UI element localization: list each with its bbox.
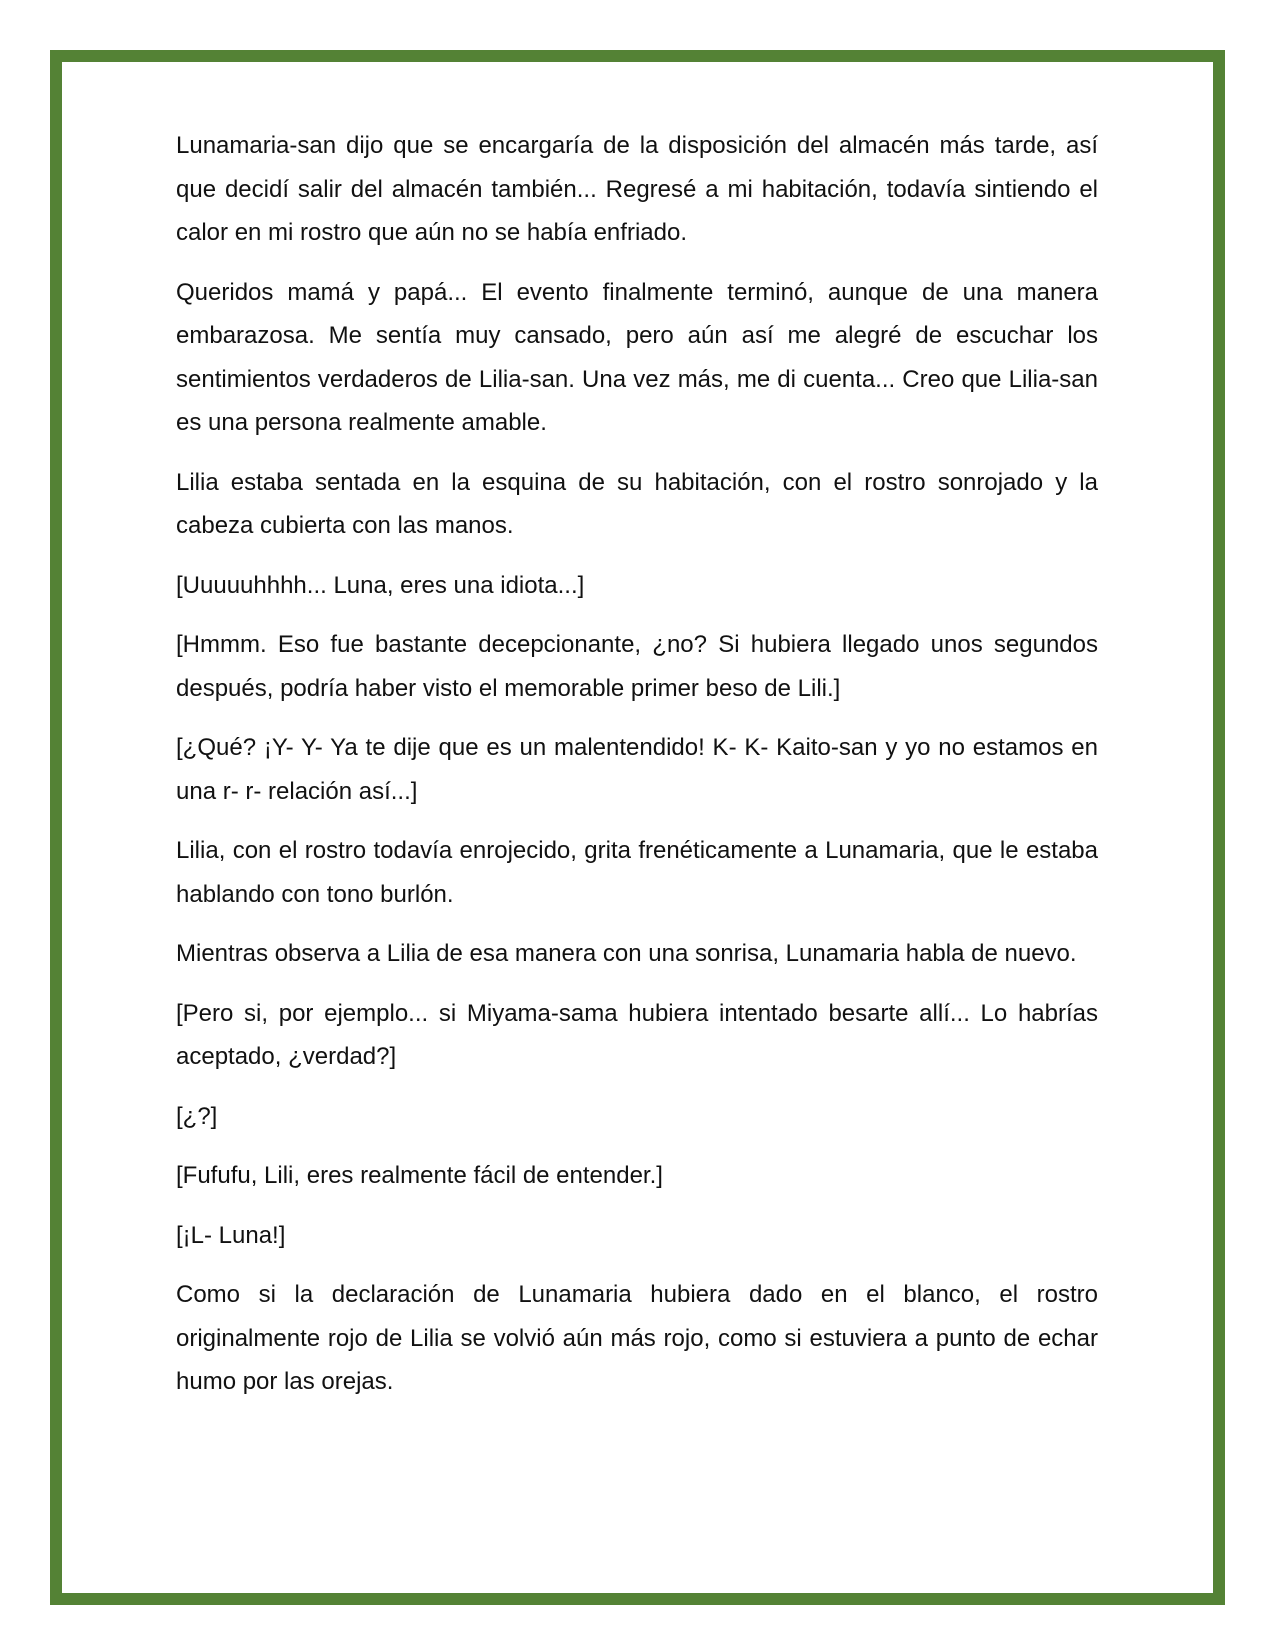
paragraph: [¿Qué? ¡Y- Y- Ya te dije que es un malentendido! K- K- Kaito-san y yo no estamos en una r- r- relación así...] — [176, 734, 1098, 805]
paragraph: [¡L- Luna!] — [176, 1221, 286, 1249]
paragraph: [Hmmm. Eso fue bastante decepcionante, ¿no? Si hubiera llegado unos segundos después, podría haber visto el memorable primer beso de Lili.] — [176, 631, 1098, 702]
paragraph: Lilia estaba sentada en la esquina de su habitación, con el rostro sonrojado y la cabeza cubierta con las manos. — [176, 468, 1098, 539]
paragraph: Como si la declaración de Lunamaria hubiera dado en el blanco, el rostro originalmente rojo de Lilia se volvió aún más rojo, como si estuviera a punto de echar humo por las orejas. — [176, 1281, 1098, 1395]
paragraph: [Fufufu, Lili, eres realmente fácil de entender.] — [176, 1162, 663, 1189]
document-body — [176, 124, 1098, 1420]
paragraph: [Pero si, por ejemplo... si Miyama-sama hubiera intentado besarte allí... Lo habrías aceptado, ¿verdad?] — [176, 999, 1098, 1070]
paragraph: Queridos mamá y papá... El evento finalmente terminó, aunque de una manera embarazosa. Me sentía muy cansado, pero aún así me alegré de escuchar los sentimientos verdaderos de Lilia-san. Una vez más, me di cuenta... Creo que Lilia-san es una persona realmente amable. — [176, 278, 1098, 436]
paragraph: Mientras observa a Lilia de esa manera con una sonrisa, Lunamaria habla de nuevo. — [176, 940, 1077, 967]
paragraph: Lunamaria-san dijo que se encargaría de la disposición del almacén más tarde, así que decidí salir del almacén también... Regresé a mi habitación, todavía sintiendo el calor en mi rostro que aún no se había enfriado. — [176, 132, 1098, 246]
paragraph: [¿?] — [176, 1102, 218, 1130]
paragraph: [Uuuuuhhhh... Luna, eres una idiota...] — [176, 571, 585, 599]
paragraph: Lilia, con el rostro todavía enrojecido, grita frenéticamente a Lunamaria, que le estaba hablando con tono burlón. — [176, 837, 1098, 908]
